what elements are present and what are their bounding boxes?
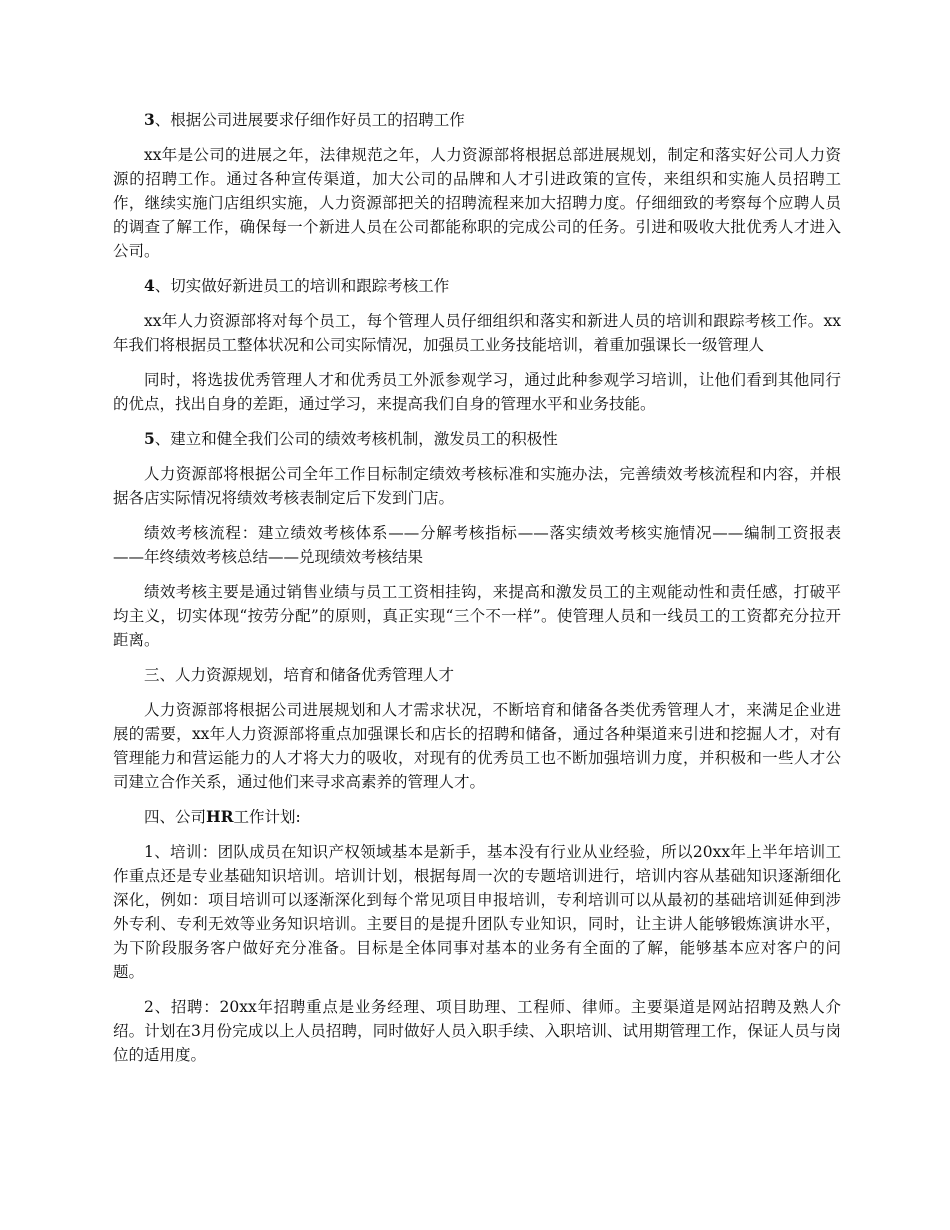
section-heading-5: [113, 427, 841, 451]
heading-text: 、切实做好新进员工的培训和跟踪考核工作: [154, 277, 450, 295]
heading-number: 4: [144, 276, 155, 295]
document-page: [113, 108, 841, 1078]
paragraph-performance-standards: 人力资源部将根据公司全年工作目标制定绩效考核标准和实施办法，完善绩效考核流程和内容，并根据各店实际情况将绩效考核表制定后下发到门店。: [113, 465, 841, 507]
section-heading-4: [113, 274, 841, 298]
heading-text: 、建立和健全我们公司的绩效考核机制，激发员工的积极性: [154, 430, 558, 448]
paragraph-performance-process: 绩效考核流程：建立绩效考核体系——分解考核指标——落实绩效考核实施情况——编制工资报表——年终绩效考核总结——兑现绩效考核结果: [113, 524, 841, 566]
paragraph-training-tracking: xx年人力资源部将对每个员工，每个管理人员仔细组织和落实和新进人员的培训和跟踪考核工作。xx年我们将根据员工整体状况和公司实际情况，加强员工业务技能培训，着重加强课长一级管理人: [113, 312, 841, 354]
section-heading-three: 三、人力资源规划，培育和储备优秀管理人才: [144, 666, 455, 684]
paragraph-external-study: 同时，将选拔优秀管理人才和优秀员工外派参观学习，通过此种参观学习培训，让他们看到其他同行的优点，找出自身的差距，通过学习，来提高我们自身的管理水平和业务技能。: [113, 371, 841, 413]
paragraph-recruitment-plan: xx年是公司的进展之年，法律规范之年，人力资源部将根据总部进展规划，制定和落实好公司人力资源的招聘工作。通过各种宣传渠道，加大公司的品牌和人才引进政策的宣传，来组织和实施人员招聘工作，继续实施门店组织实施，人力资源部把关的招聘流程来加大招聘力度。仔细细致的考察每个应聘人员的调查了解工作，确保每一个新进人员在公司都能称职的完成公司的任务。引进和吸收大批优秀人才进入公司。: [113, 146, 841, 260]
section-heading-four: [113, 805, 841, 829]
heading-number: 3: [144, 110, 155, 129]
heading-text-post: 工作计划:: [233, 808, 301, 826]
paragraph-talent-reserve: 人力资源部将根据公司进展规划和人才需求状况，不断培育和储备各类优秀管理人才，来满足企业进展的需要，xx年人力资源部将重点加强课长和店长的招聘和储备，通过各种渠道来引进和挖掘人才，对有管理能力和营运能力的人才将大力的吸收，对现有的优秀员工也不断加强培训力度，并积极和一些人才公司建立合作关系，通过他们来寻求高素养的管理人才。: [113, 701, 841, 791]
paragraph-training: 1、培训：团队成员在知识产权领域基本是新手，基本没有行业从业经验，所以20xx年上半年培训工作重点还是专业基础知识培训。培训计划，根据每周一次的专题培训进行，培训内容从基础知识逐渐细化深化，例如：项目培训可以逐渐深化到每个常见项目申报培训，专利培训可以从最初的基础培训延伸到涉外专利、专利无效等业务知识培训。主要目的是提升团队专业知识，同时，让主讲人能够锻炼演讲水平，为下阶段服务客户做好充分准备。目标是全体同事对基本的业务有全面的了解，能够基本应对客户的问题。: [113, 843, 841, 981]
heading-number: 5: [144, 429, 155, 448]
section-heading-3: [113, 108, 841, 132]
paragraph-performance-salary: 绩效考核主要是通过销售业绩与员工工资相挂钩，来提高和激发员工的主观能动性和责任感，打破平均主义，切实体现“按劳分配”的原则，真正实现“三个不一样”。使管理人员和一线员工的工资都充分拉开距离。: [113, 583, 841, 649]
heading-text-bold: HR: [206, 807, 234, 826]
heading-text-pre: 四、公司: [144, 808, 207, 826]
heading-text: 、根据公司进展要求仔细作好员工的招聘工作: [154, 111, 465, 129]
paragraph-recruiting: 2、招聘：20xx年招聘重点是业务经理、项目助理、工程师、律师。主要渠道是网站招聘及熟人介绍。计划在3月份完成以上人员招聘，同时做好人员入职手续、入职培训、试用期管理工作，保证人员与岗位的适用度。: [113, 998, 841, 1064]
